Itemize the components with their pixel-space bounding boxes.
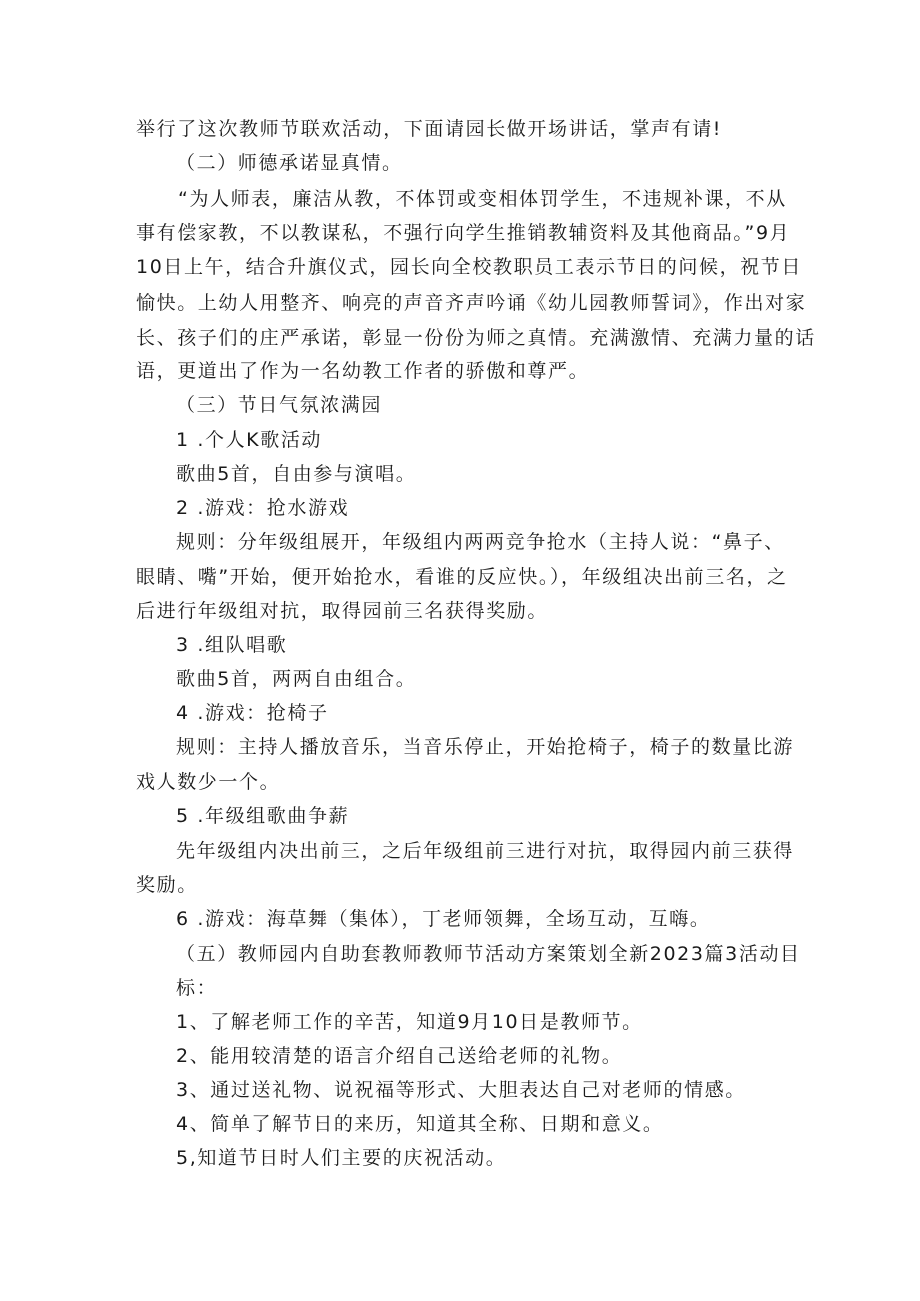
list-item: 5 .年级组歌曲争薪 [176,805,350,827]
list-item: 3、通过送礼物、说祝福等形式、大胆表达自己对老师的情感。 [176,1079,746,1101]
text-line: “为人师表，廉洁从教，不体罚或变相体罚学生，不违规补课，不从 [178,188,787,210]
list-item: 2 .游戏：抢水游戏 [176,497,350,519]
text-line: 眼睛、嘴”开始，便开始抢水，看谁的反应快。），年级组决出前三名，之 [136,566,788,588]
text-line: 长、孩子们的庄严承诺，彰显一份份为师之真情。充满激情、充满力量的话 [136,327,816,349]
text-line: 歌曲5首，两两自由组合。 [176,668,417,690]
text-line: 标： [176,977,218,999]
section-heading: （二）师德承诺显真情。 [176,152,403,174]
list-item: 1、了解老师工作的辛苦，知道9月10日是教师节。 [176,1011,643,1033]
list-item: 5,知道节日时人们主要的庆祝活动。 [176,1147,507,1169]
text-line: 奖励。 [136,874,198,896]
text-line: 规则：分年级组展开，年级组内两两竞争抢水（主持人说：“鼻子、 [176,531,785,553]
text-line: 愉快。上幼人用整齐、响亮的声音齐声吟诵《幼儿园教师誓词》，作出对家 [136,292,807,314]
list-item: 4 .游戏：抢椅子 [176,702,329,724]
list-item: 2、能用较清楚的语言介绍自己送给老师的礼物。 [176,1045,623,1067]
list-item: 4、简单了解节日的来历，知道其全称、日期和意义。 [176,1113,664,1135]
list-item: 1 .个人K歌活动 [176,429,323,451]
list-item: 3 .组队唱歌 [176,634,288,656]
text-line: 事有偿家教，不以教谋私，不强行向学生推销教辅资料及其他商品。”9月 [136,222,791,244]
list-item: 6 .游戏：海草舞（集体），丁老师领舞，全场互动，互嗨。 [176,908,711,930]
section-heading: （三）节日气氛浓满园 [176,394,383,416]
text-line: 语，更道出了作为一名幼教工作者的骄傲和尊严。 [136,360,590,382]
text-line: 先年级组内决出前三，之后年级组前三进行对抗，取得园内前三获得 [176,840,795,862]
text-line: 10日上午，结合升旗仪式，园长向全校教职员工表示节日的问候，祝节日 [136,256,802,278]
section-heading: （五）教师园内自助套教师教师节活动方案策划全新2023篇3活动目 [176,943,801,965]
text-line: 后进行年级组对抗，取得园前三名获得奖励。 [136,600,549,622]
text-line: 歌曲5首，自由参与演唱。 [176,463,417,485]
text-line: 举行了这次教师节联欢活动，下面请园长做开场讲话，掌声有请! [136,118,723,140]
text-line: 戏人数少一个。 [136,771,281,793]
text-line: 规则：主持人播放音乐，当音乐停止，开始抢椅子，椅子的数量比游 [176,736,795,758]
